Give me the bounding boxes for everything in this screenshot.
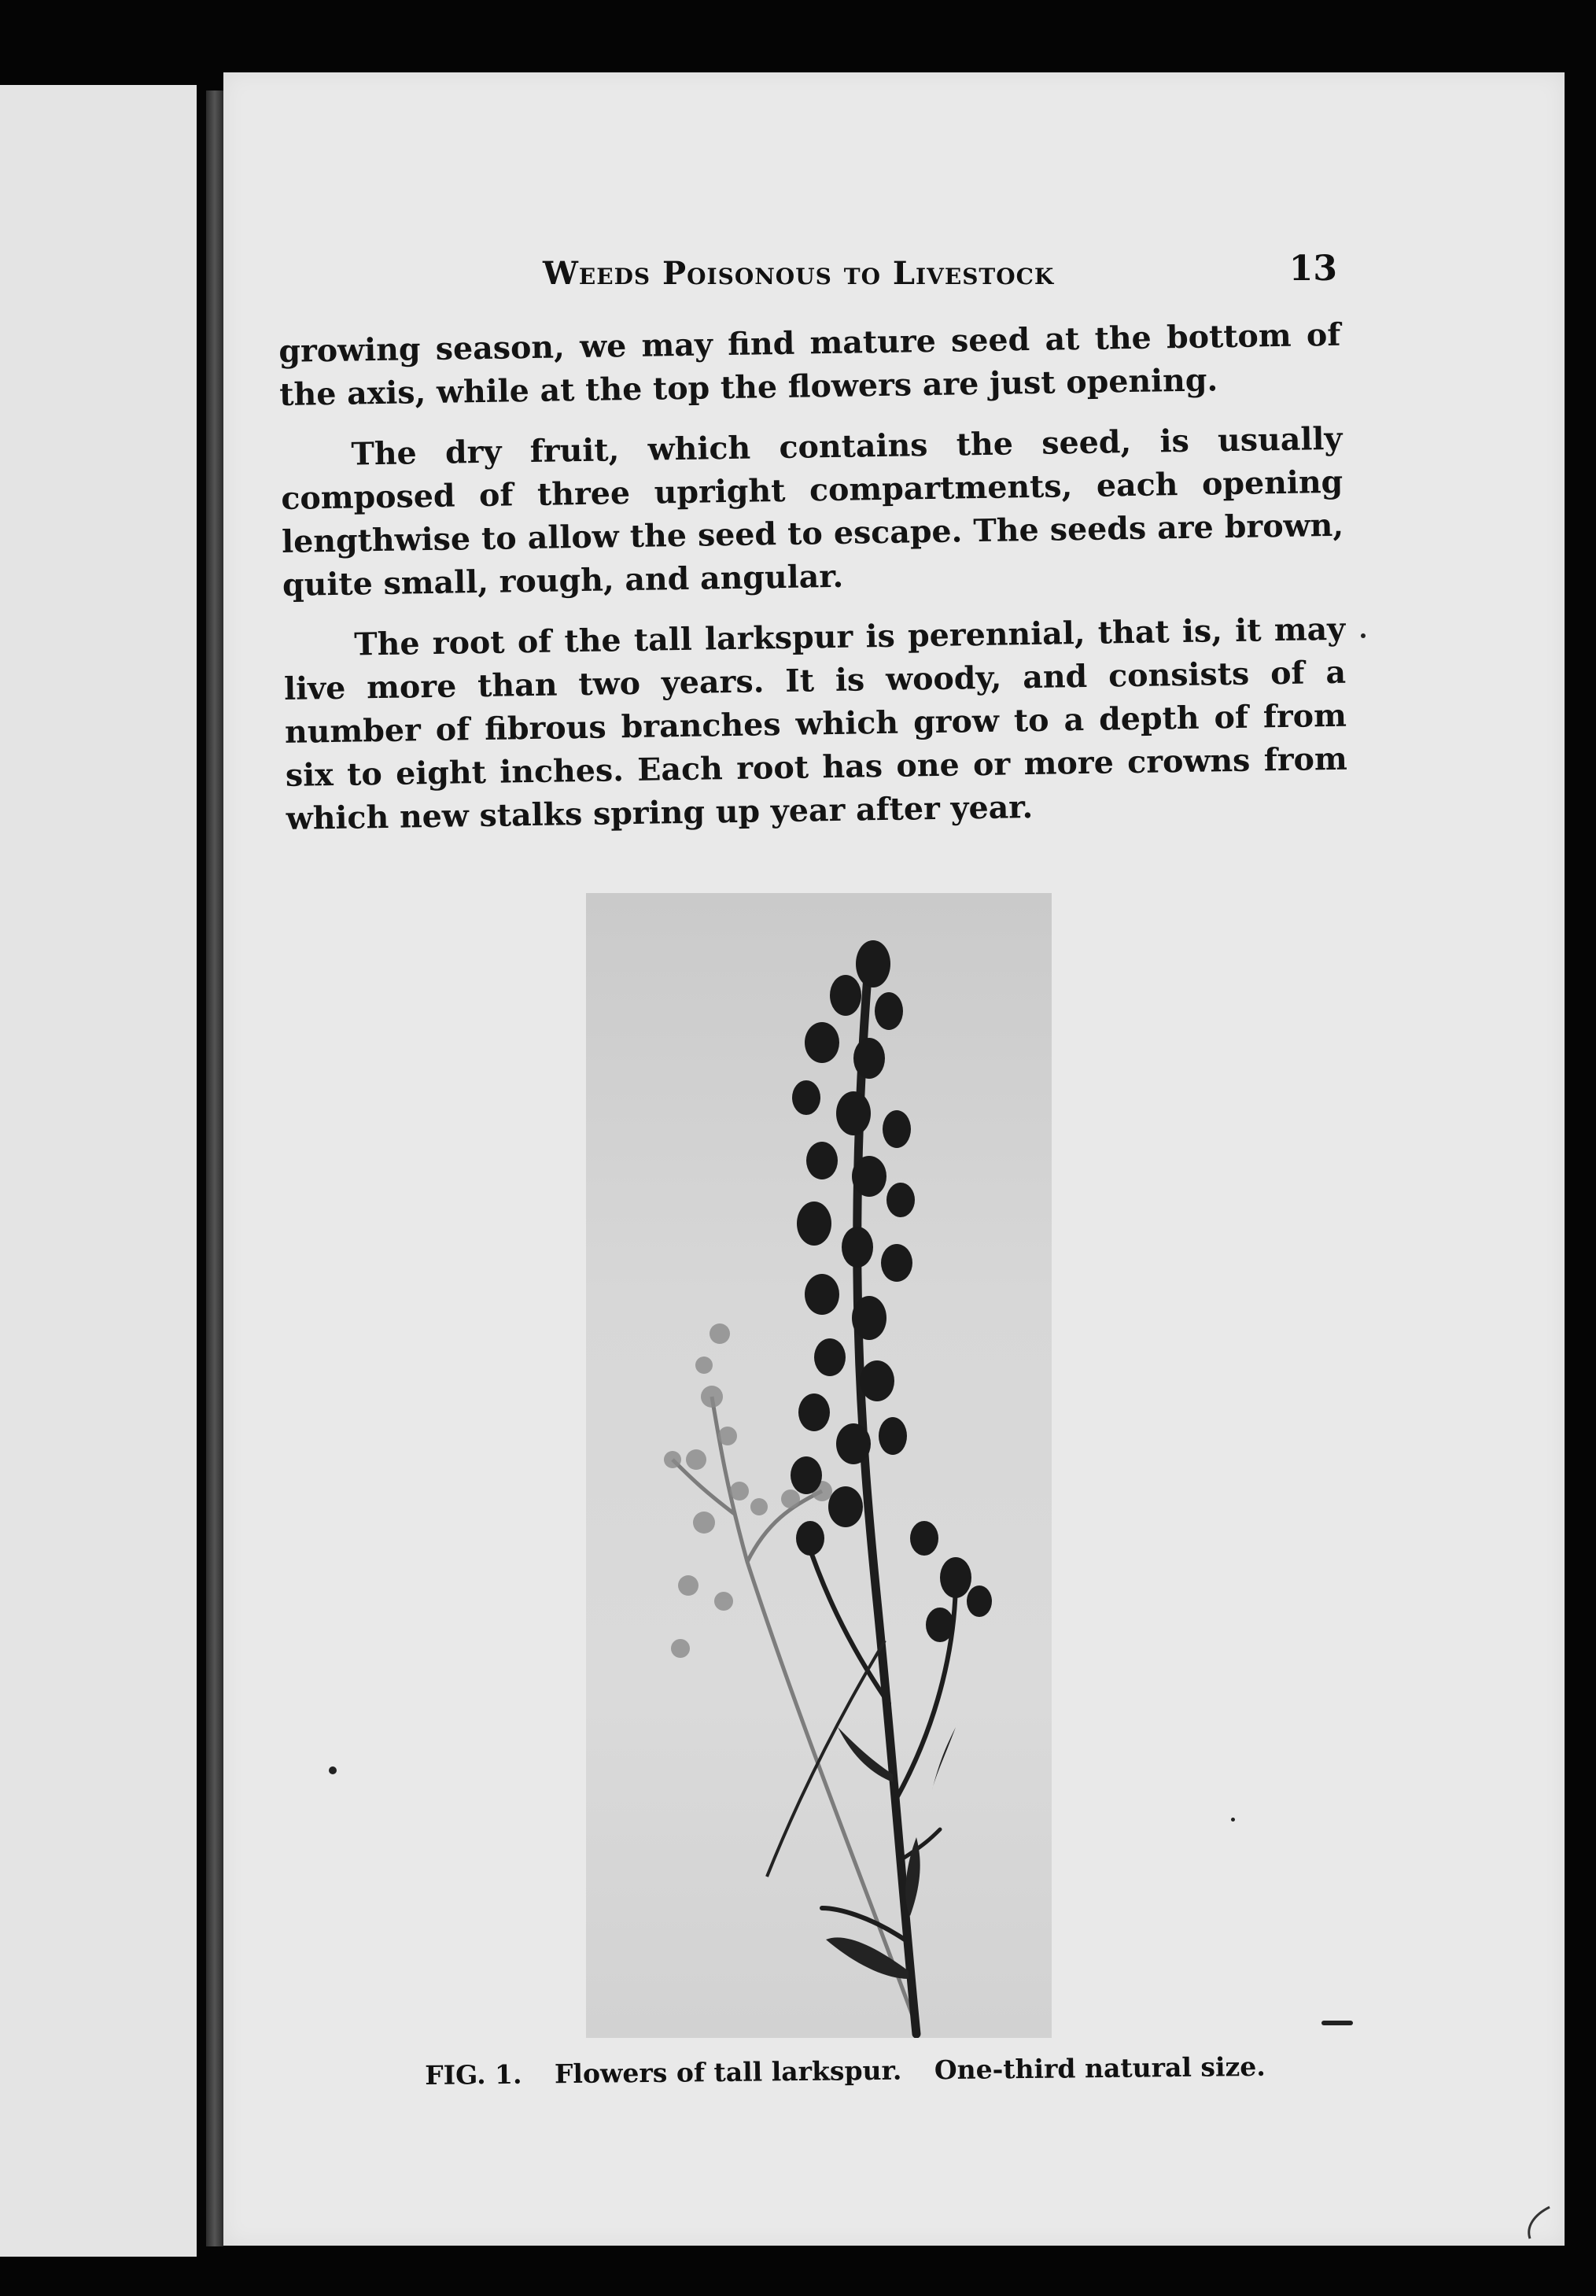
larkspur-photo-icon bbox=[586, 893, 1052, 2038]
page-corner-mark bbox=[1518, 2203, 1557, 2242]
paragraph-continued: growing season, we may find mature seed at the bottom of the axis, while at the top the flowers are just opening. bbox=[278, 316, 1341, 413]
page-number: 13 bbox=[1288, 249, 1337, 289]
paragraph-fruit: The dry fruit, which contains the seed, is usually composed of three upright compartments, each opening lengthwise to allow the seed to escape. The seeds are brown, quite small, rough, and angular. bbox=[281, 420, 1344, 604]
paragraph-root: The root of the tall larkspur is perennial, that is, it may live more than two years. It is woody, and consists of a number of fibrous branches which grow to a depth of from six to eight inches. Each root has one or more crowns from which new stalks spring up year after year. bbox=[283, 611, 1348, 837]
figure-scale-note: One-third natural size. bbox=[934, 2051, 1266, 2086]
body-text bbox=[278, 314, 1348, 858]
ink-speck bbox=[329, 1766, 337, 1774]
ink-speck bbox=[1231, 1818, 1235, 1822]
ink-speck bbox=[1321, 2021, 1353, 2025]
book-gutter bbox=[206, 90, 223, 2246]
running-header bbox=[323, 249, 1337, 296]
figure-caption-text: Flowers of tall larkspur. bbox=[554, 2054, 902, 2090]
ink-speck bbox=[1361, 633, 1366, 638]
facing-page bbox=[0, 85, 197, 2257]
figure-label: FIG. 1. bbox=[425, 2058, 522, 2091]
running-title: Weeds Poisonous to Livestock bbox=[543, 255, 1055, 292]
